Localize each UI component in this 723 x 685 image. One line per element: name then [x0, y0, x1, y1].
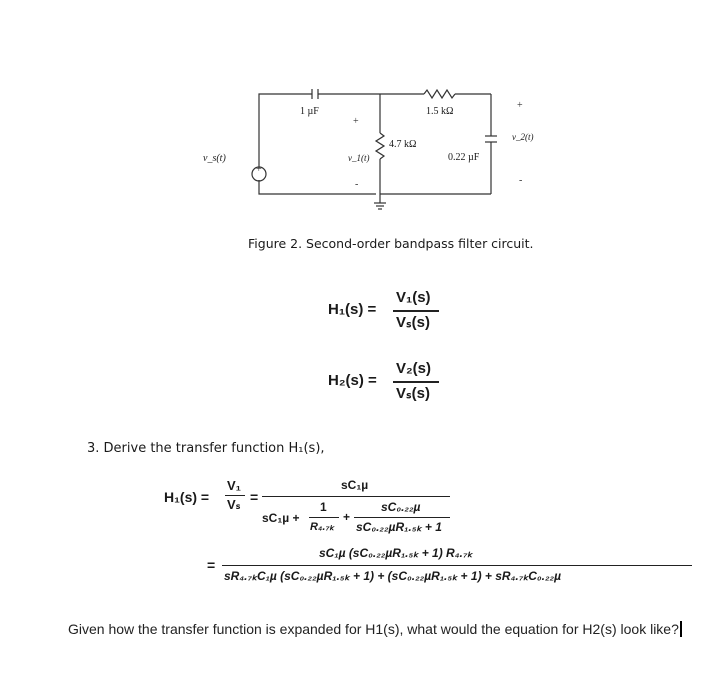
deriv-lhs: H₁(s) =	[164, 489, 210, 505]
v1-minus: -	[355, 179, 359, 190]
wire-left-bottom	[259, 180, 376, 194]
question-body: Given how the transfer function is expanded for H1(s), what would the equation for H2(s) look like?	[68, 621, 679, 637]
deriv-eq-2: =	[207, 557, 216, 573]
deriv-inner-bar-1	[309, 517, 339, 518]
label-v1: v_1(t)	[348, 153, 370, 163]
deriv-inner-bar-2	[354, 517, 450, 518]
v1-plus: +	[353, 116, 359, 127]
deriv-sc022: sC₀.₂₂µ	[381, 500, 421, 514]
h2-def-lhs: H₂(s) =	[328, 372, 377, 389]
deriv-ratio-num: V₁	[227, 478, 242, 493]
label-capacitor-1: 1 µF	[300, 106, 319, 117]
resistor-zigzag-top	[424, 90, 455, 98]
deriv-eq-1: =	[250, 489, 259, 505]
figure-caption: Figure 2. Second-order bandpass filter circuit.	[248, 236, 534, 251]
deriv-top-num: sC₁µ	[341, 478, 369, 492]
deriv-expanded-num: sC₁µ (sC₀.₂₂µR₁.₅ₖ + 1) R₄.₇ₖ	[319, 546, 473, 560]
h1-def-den: Vₛ(s)	[396, 314, 430, 331]
label-resistor-top: 1.5 kΩ	[426, 106, 454, 117]
label-capacitor-2: 0.22 µF	[448, 152, 480, 163]
label-source: v_s(t)	[203, 153, 226, 164]
h2-def-den: Vₛ(s)	[396, 385, 430, 402]
deriv-expanded-den: sR₄.₇ₖC₁µ (sC₀.₂₂µR₁.₅ₖ + 1) + (sC₀.₂₂µR₁.₅ₖ + 1) + sR₄.₇ₖC₀.₂₂µ	[224, 569, 562, 583]
label-v2: v_2(t)	[512, 132, 534, 142]
deriv-one: 1	[320, 500, 327, 514]
v2-minus: -	[519, 175, 523, 186]
h1-def-num: V₁(s)	[396, 289, 431, 306]
source-plus: +	[256, 164, 262, 175]
deriv-sc022r: sC₀.₂₂µR₁.₅ₖ + 1	[356, 520, 442, 534]
h2-def-bar	[393, 381, 439, 383]
deriv-sc1: sC₁µ +	[262, 511, 300, 525]
deriv-ratio-bar	[225, 495, 245, 496]
h1-def-bar	[393, 310, 439, 312]
label-resistor-mid: 4.7 kΩ	[389, 139, 417, 150]
h1-def-lhs: H₁(s) =	[328, 301, 377, 318]
task-heading: 3. Derive the transfer function H₁(s),	[87, 441, 325, 456]
deriv-r47: R₄.₇ₖ	[310, 521, 335, 533]
resistor-zigzag-mid	[376, 133, 384, 159]
text-cursor	[680, 621, 682, 637]
question-text	[68, 620, 688, 638]
v2-plus: +	[517, 100, 523, 111]
deriv-plus: +	[343, 510, 351, 524]
h2-def-num: V₂(s)	[396, 360, 432, 377]
deriv-ratio-den: Vₛ	[227, 497, 241, 512]
deriv-main-bar	[262, 496, 450, 497]
deriv-expanded-bar	[222, 565, 692, 566]
